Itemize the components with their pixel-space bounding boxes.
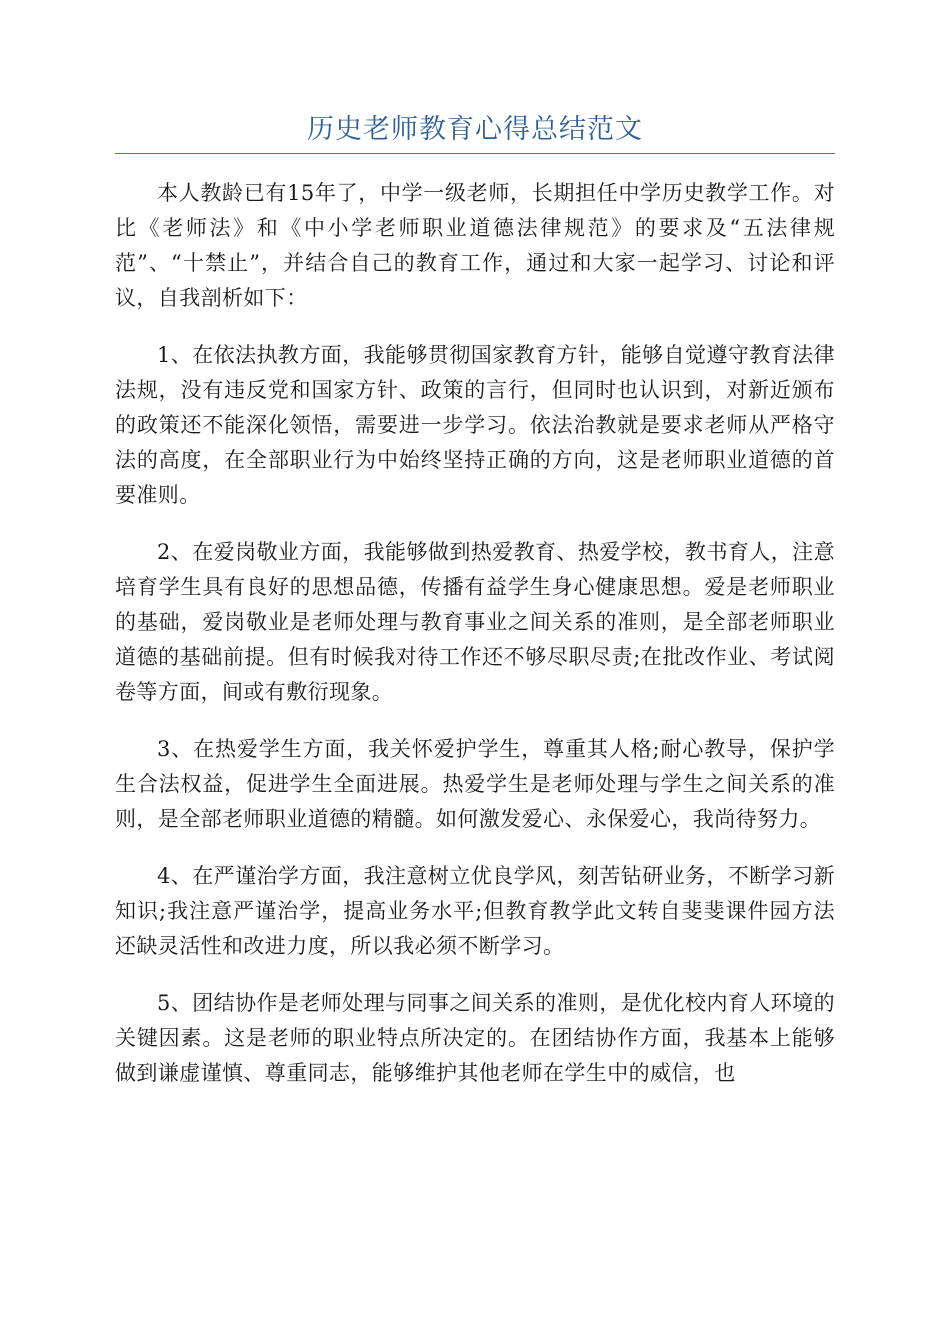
page-title: 历史老师教育心得总结范文 xyxy=(307,114,643,145)
title-underline xyxy=(115,153,835,154)
paragraph-3: 3、在热爱学生方面，我关怀爱护学生，尊重其人格;耐心教导，保护学生合法权益，促进学生全面进展。热爱学生是老师处理与学生之间关系的准则，是全部老师职业道德的精髓。如何激发爱心、永保爱心，我尚待努力。 xyxy=(115,737,835,831)
title-block xyxy=(115,112,835,148)
document-body xyxy=(115,176,835,1113)
paragraph-1: 1、在依法执教方面，我能够贯彻国家教育方针，能够自觉遵守教育法律法规，没有违反党和国家方针、政策的言行，但同时也认识到，对新近颁布的政策还不能深化领悟，需要进一步学习。依法治教就是要求老师从严格守法的高度，在全部职业行为中始终坚持正确的方向，这是老师职业道德的首要准则。 xyxy=(115,343,835,507)
paragraph-2: 2、在爱岗敬业方面，我能够做到热爱教育、热爱学校，教书育人，注意培育学生具有良好的思想品德，传播有益学生身心健康思想。爱是老师职业的基础，爱岗敬业是老师处理与教育事业之间关系的准则，是全部老师职业道德的基础前提。但有时候我对待工作还不够尽职尽责;在批改作业、考试阅卷等方面，间或有敷衍现象。 xyxy=(115,540,835,704)
intro-paragraph: 本人教龄已有15年了，中学一级老师，长期担任中学历史教学工作。对比《老师法》和《中小学老师职业道德法律规范》的要求及“五法律规范”、“十禁止”，并结合自己的教育工作，通过和大家一起学习、讨论和评议，自我剖析如下： xyxy=(115,181,835,310)
paragraph-4: 4、在严谨治学方面，我注意树立优良学风，刻苦钻研业务，不断学习新知识;我注意严谨治学，提高业务水平;但教育教学此文转自斐斐课件园方法还缺灵活性和改进力度，所以我必须不断学习。 xyxy=(115,864,835,958)
paragraph-5: 5、团结协作是老师处理与同事之间关系的准则，是优化校内育人环境的关键因素。这是老师的职业特点所决定的。在团结协作方面，我基本上能够做到谦虚谨慎、尊重同志，能够维护其他老师在学生中的威信，也 xyxy=(115,991,835,1085)
